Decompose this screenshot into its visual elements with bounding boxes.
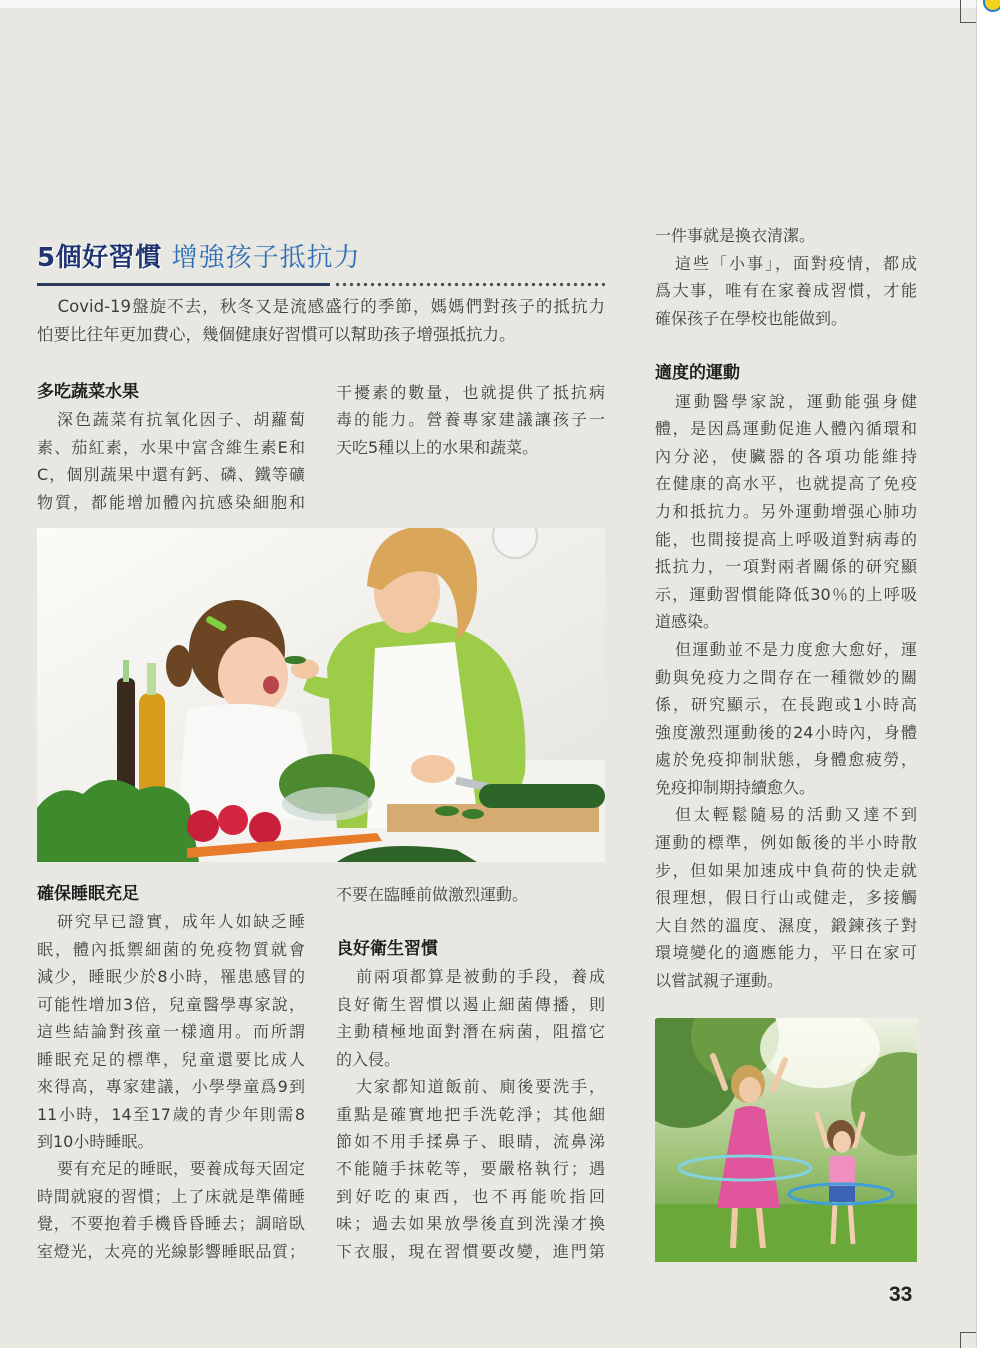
body-line: 內分泌，使臟器的各項功能維持 [655, 446, 917, 466]
body-line: 干擾素的數量，也就提供了抵抗病 [336, 383, 605, 402]
section-fruit-veg-continued [336, 379, 605, 461]
body-line: Covid-19盤旋不去，秋冬又是流感盛行的季節，媽媽們對孩子的抵抗力 [57, 297, 605, 316]
body-line: 味；過去如果放學後直到洗澡才換 [336, 1214, 605, 1234]
body-line: 運動醫學家說，運動能强身健 [675, 391, 917, 411]
body-line: 運動的標準，例如飯後的半小時散 [655, 833, 917, 853]
hula-hoop-photo-image [655, 1018, 917, 1262]
body-line: 物質，都能增加體內抗感染細胞和 [37, 492, 305, 512]
body-line: 不能隨手抹乾等，要嚴格執行；遇 [336, 1159, 605, 1179]
body-line: 下衣服，現在習慣要改變，進門第 [336, 1241, 605, 1261]
body-line: 眠，體內抵禦細菌的免疫物質就會 [37, 939, 305, 959]
body-line: 很理想，假日行山或健走，多接觸 [655, 888, 917, 908]
body-line: 環境變化的適應能力，平日在家可 [655, 943, 917, 963]
body-line: 來得高，專家建議，小學學童爲9到 [37, 1077, 305, 1097]
body-line: 這些「小事」，面對疫情，都成 [675, 253, 917, 273]
body-line: 但太輕鬆隨易的活動又達不到 [675, 805, 917, 825]
cooking-photo [37, 528, 605, 862]
crop-mark [960, 1332, 961, 1348]
body-line: 可能性增加3倍，兒童醫學專家說， [37, 994, 305, 1014]
body-line: 毒的能力。營養專家建議讓孩子一 [336, 410, 605, 430]
title-bold: 5個好習慣 [37, 243, 162, 273]
section-heading: 適度的運動 [655, 362, 740, 383]
section-heading: 良好衛生習慣 [336, 938, 438, 959]
title-light: 增強孩子抵抗力 [171, 243, 361, 273]
crop-mark [960, 0, 961, 22]
body-line: 動與免疫力之間存在一種微妙的關 [655, 667, 917, 687]
body-line: 確保孩子在學校也能做到。 [655, 308, 848, 328]
body-line: 時間就寢的習慣；上了床就是準備睡 [37, 1186, 305, 1206]
spacer [336, 908, 605, 935]
section-heading: 確保睡眠充足 [37, 884, 139, 904]
body-line: 研究早已證實，成年人如缺乏睡 [57, 912, 305, 932]
body-line: 大自然的溫度、濕度，鍛鍊孩子對 [655, 915, 917, 935]
body-line: 減少，睡眠少於8小時，罹患感冒的 [37, 967, 305, 987]
body-line: 室燈光，太亮的光線影響睡眠品質； [37, 1241, 305, 1261]
body-line: 道感染。 [655, 612, 720, 632]
page-edge [976, 0, 1000, 1348]
body-line: 到好吃的東西，也不再能吮指回 [336, 1186, 605, 1206]
spacer [655, 332, 917, 360]
body-line: 11小時，14至17歲的青少年則需8 [37, 1104, 305, 1124]
body-line: 覺，不要抱着手機昏昏睡去；調暗臥 [37, 1214, 305, 1234]
body-line: 大家都知道飯前、廁後要洗手， [356, 1077, 605, 1097]
page-number: 33 [889, 1283, 913, 1306]
crop-mark [960, 1332, 976, 1333]
body-line: C，個別蔬果中還有鈣、磷、鐵等礦 [37, 465, 305, 485]
body-line: 處於免疫抑制狀態，身體愈疲勞， [655, 750, 917, 770]
body-line: 到10小時睡眠。 [37, 1131, 154, 1151]
body-line: 睡眠充足的標準，兒童還要比成人 [37, 1049, 305, 1069]
body-line: 主動積極地面對潛在病菌，阻擋它 [336, 1022, 605, 1042]
body-line: 深色蔬菜有抗氧化因子、胡蘿蔔 [57, 410, 305, 430]
body-line: 步，但如果加速成中負荷的快走就 [655, 860, 917, 880]
body-line: 不要在臨睡前做激烈運動。 [336, 885, 529, 904]
body-line: 一件事就是換衣清潔。 [655, 226, 816, 245]
registration-mark-icon [982, 0, 1000, 14]
cooking-photo-image [37, 528, 605, 862]
body-line: 示，運動習慣能降低30％的上呼吸 [655, 584, 917, 604]
intro-paragraph [37, 293, 605, 348]
title-dotted-rule [334, 282, 605, 287]
body-line: 抵抗力，一項對兩者關係的研究顯 [655, 557, 917, 577]
body-line: 體，是因爲運動促進人體內循環和 [655, 419, 917, 439]
body-line: 良好衛生習慣以遏止細菌傳播，則 [336, 994, 605, 1014]
page-top-margin [0, 0, 976, 8]
body-line: 要有充足的睡眠，要養成每天固定 [57, 1159, 305, 1179]
body-line: 強度激烈運動後的24小時內，身體 [655, 722, 917, 742]
body-line: 前兩項都算是被動的手段，養成 [356, 967, 605, 987]
section-fruit-veg [37, 379, 305, 516]
body-line: 這些結論對孩童一樣適用。而所謂 [37, 1022, 305, 1042]
body-line: 的入侵。 [336, 1049, 401, 1069]
body-line: 節如不用手揉鼻子、眼睛，流鼻涕 [336, 1131, 605, 1151]
body-line: 以嘗試親子運動。 [655, 971, 784, 991]
body-line: 怕要比往年更加費心，幾個健康好習慣可以幫助孩子增强抵抗力。 [37, 324, 516, 344]
body-line: 在健康的高水平，也就提高了免疫 [655, 474, 917, 494]
body-line: 爲大事，唯有在家養成習慣，才能 [655, 281, 917, 301]
body-line: 重點是確實地把手洗乾淨；其他細 [336, 1104, 605, 1124]
crop-mark [960, 22, 976, 23]
title-underline [37, 283, 330, 286]
body-line: 係，研究顯示，在長跑或1小時高 [655, 695, 917, 715]
body-line: 素、茄紅素，水果中富含維生素E和 [37, 437, 305, 457]
section-heading: 多吃蔬菜水果 [37, 382, 139, 402]
section-exercise [655, 222, 917, 995]
body-line: 能，也間接提高上呼吸道對病毒的 [655, 529, 917, 549]
section-hygiene [336, 881, 605, 1265]
body-line: 天吃5種以上的水果和蔬菜。 [336, 437, 539, 457]
hula-hoop-photo [655, 1018, 917, 1262]
body-line: 但運動並不是力度愈大愈好，運 [675, 639, 917, 659]
body-line: 力和抵抗力。另外運動增强心肺功 [655, 501, 917, 521]
body-line: 免疫抑制期持續愈久。 [655, 777, 816, 797]
article-title [37, 241, 361, 275]
section-sleep [37, 881, 305, 1265]
